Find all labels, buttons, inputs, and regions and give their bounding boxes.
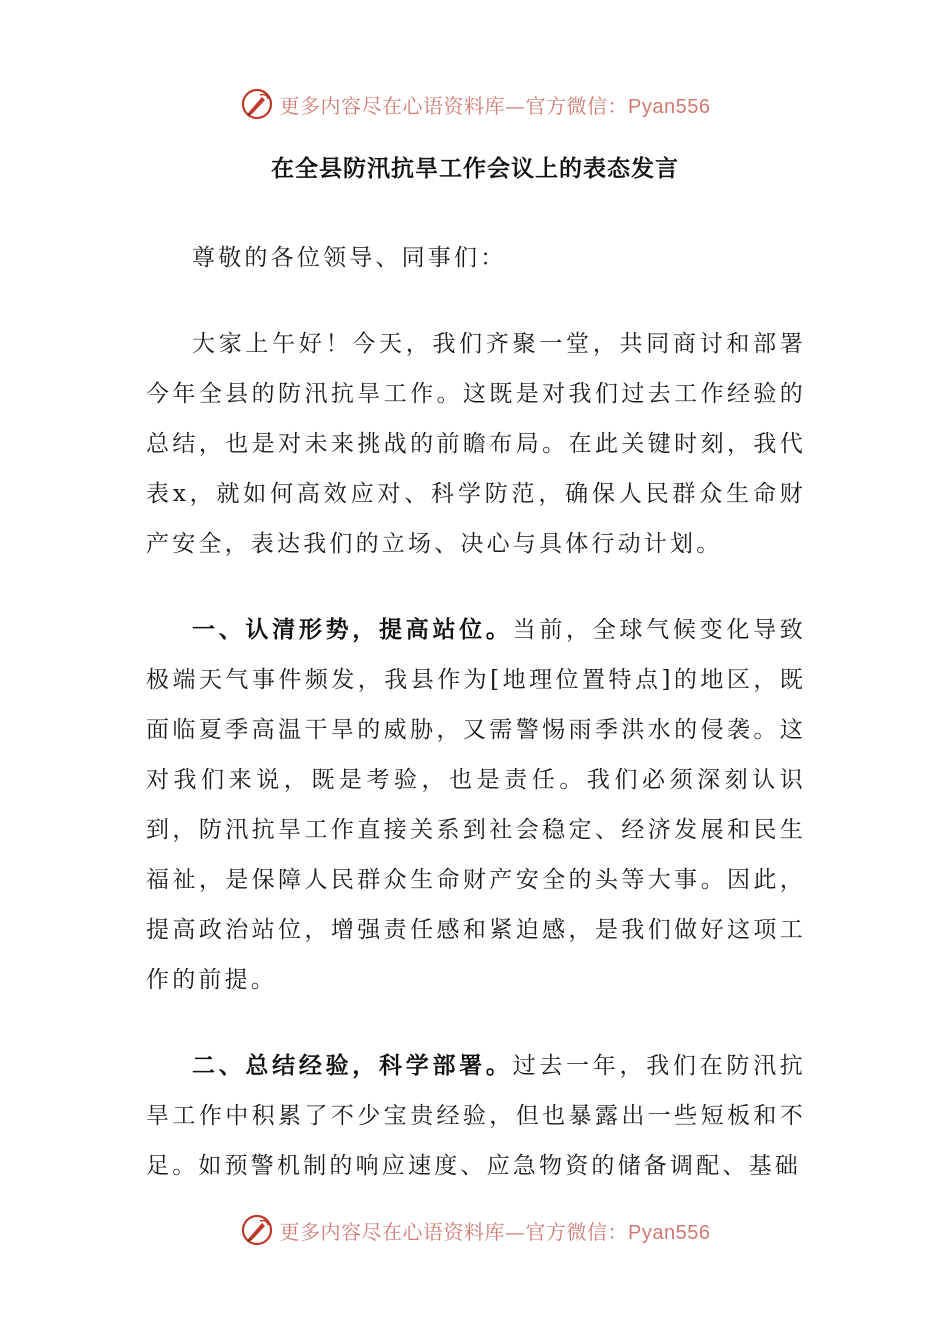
pen-logo-icon <box>240 87 274 121</box>
greeting: 尊敬的各位领导、同事们： <box>192 245 507 271</box>
section-heading: 二、总结经验，科学部署。 <box>192 1052 513 1079</box>
document-body <box>146 233 806 1227</box>
document-title: 在全县防汛抗旱工作会议上的表态发言 <box>271 155 679 182</box>
pen-logo-icon <box>240 1213 274 1247</box>
footer-watermark-banner <box>0 1208 950 1252</box>
paragraph-intro: 大家上午好！今天，我们齐聚一堂，共同商讨和部署今年全县的防汛抗旱工作。这既是对我们过去工作经验的总结，也是对未来挑战的前瞻布局。在此关键时刻，我代表x，就如何高效应对、科学防范，确保人民群众生命财产安全，表达我们的立场、决心与具体行动计划。 <box>146 331 806 557</box>
watermark-text: 更多内容尽在心语资料库—官方微信：Pyan556 <box>279 1219 711 1244</box>
paragraph-section-one: 一、认清形势，提高站位。当前，全球气候变化导致极端天气事件频发，我县作为[地理位置特点]的地区，既面临夏季高温干旱的威胁，又需警惕雨季洪水的侵袭。这对我们来说，既是考验，也是责任。我们必须深刻认识到，防汛抗旱工作直接关系到社会稳定、经济发展和民生福祉，是保障人民群众生命财产安全的头等大事。因此，提高政治站位，增强责任感和紧迫感，是我们做好这项工作的前提。 <box>146 616 807 993</box>
section-heading: 一、认清形势，提高站位。 <box>192 616 513 643</box>
header-watermark-banner <box>0 82 950 126</box>
watermark-text: 更多内容尽在心语资料库—官方微信：Pyan556 <box>279 93 711 118</box>
paragraph-section-two: 二、总结经验，科学部署。过去一年，我们在防汛抗旱工作中积累了不少宝贵经验，但也暴露出一些短板和不足。如预警机制的响应速度、应急物资的储备调配、基础 <box>146 1052 807 1179</box>
